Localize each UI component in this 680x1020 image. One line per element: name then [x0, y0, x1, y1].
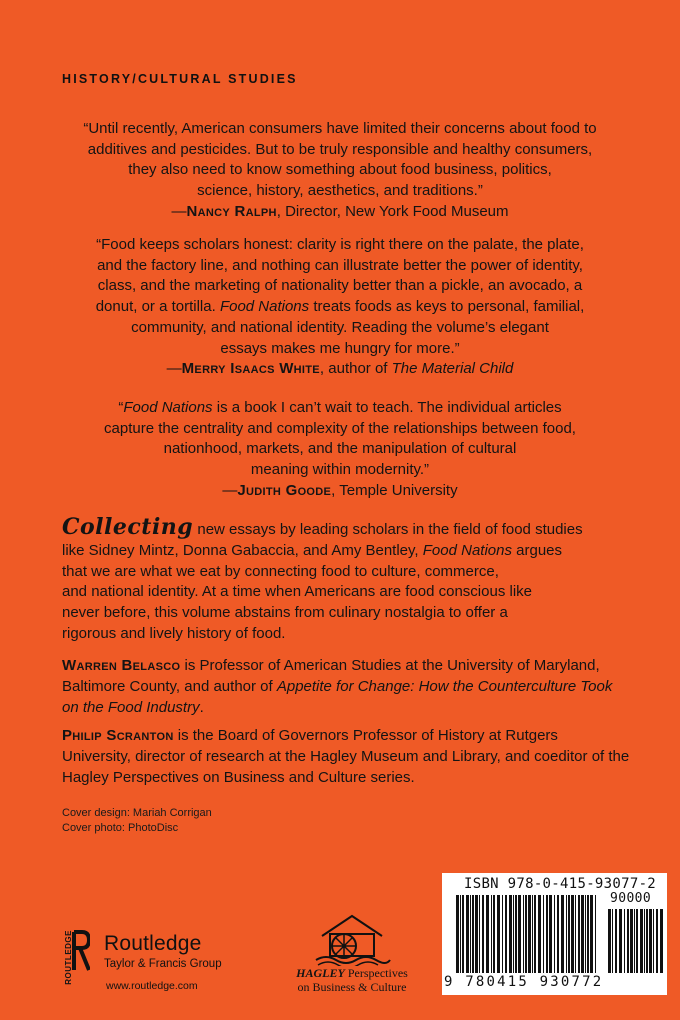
- quote-line: “Food keeps scholars honest: clarity is right there on the palate, the plate,: [96, 236, 584, 253]
- barcode-bar: [493, 895, 495, 973]
- barcode-bar: [479, 895, 480, 973]
- barcode-bar: [612, 909, 613, 973]
- barcode-bar: [534, 895, 536, 973]
- cover-design-credit: Cover design: Mariah Corrigan: [62, 807, 212, 819]
- cover-credits: [62, 806, 212, 836]
- barcode-bar: [646, 909, 648, 973]
- series-name: [272, 966, 432, 994]
- publisher-logo: [62, 922, 232, 992]
- isbn-text: ISBN 978-0-415-93077-2: [464, 876, 657, 892]
- cover-photo-credit: Cover photo: PhotoDisc: [62, 822, 179, 834]
- barcode-bar: [518, 895, 521, 973]
- description-line: never before, this volume abstains from culinary nostalgia to offer a: [62, 604, 508, 622]
- barcode-bar: [571, 895, 574, 973]
- quote-affiliation: , Director, New York Food Museum: [276, 202, 509, 220]
- barcode-bar: [608, 909, 611, 973]
- description-line: that we are what we eat by connecting food to culture, commerce,: [62, 562, 499, 580]
- barcode-bar: [509, 895, 512, 973]
- em-dash: —: [166, 360, 182, 378]
- barcode-bar: [581, 895, 584, 973]
- quote-attribution: [60, 359, 620, 380]
- barcode-bar: [627, 909, 629, 973]
- quote-text: donut, or a tortilla.: [95, 298, 220, 316]
- barcode-bar: [578, 895, 580, 973]
- barcode-bar: [482, 895, 484, 973]
- quote-attribution: [60, 202, 620, 223]
- description-line: and national identity. At a time when Americans are food conscious like: [62, 583, 532, 601]
- barcode-bar: [660, 909, 663, 973]
- quote-affiliation: , author of: [319, 360, 392, 378]
- barcode-bar: [554, 895, 555, 973]
- quote-author: Merry Isaacs White: [181, 360, 320, 378]
- barcode-bar: [505, 895, 507, 973]
- barcode-bar: [538, 895, 541, 973]
- barcode-bar: [561, 895, 564, 973]
- quote-line: additives and pesticides. But to be truly responsible and healthy consumers,: [87, 140, 593, 158]
- barcode-bar: [475, 895, 478, 973]
- script-drop-word: Collecting: [62, 514, 194, 540]
- barcode-bar: [595, 895, 596, 973]
- series-hagley: HAGLEY: [296, 966, 345, 980]
- description-line: [62, 514, 630, 541]
- publisher-group: Taylor & Francis Group: [104, 958, 222, 970]
- quote-affiliation: , Temple University: [331, 481, 458, 499]
- barcode-bar: [619, 909, 622, 973]
- routledge-vertical-wordmark: ROUTLEDGE: [64, 930, 73, 985]
- barcode-bar: [590, 895, 593, 973]
- category-label: HISTORY/CULTURAL STUDIES: [62, 72, 298, 86]
- barcode-bar: [528, 895, 531, 973]
- book-title: Appetite for Change: How the Counterculture Took on the Food Industry: [62, 677, 613, 716]
- author-bio-belasco: [62, 656, 630, 718]
- quote-line: class, and the marketing of nationality better than a pickle, an avocado, a: [97, 277, 583, 295]
- publisher-name: Routledge: [104, 932, 202, 955]
- barcode-bar: [587, 895, 589, 973]
- description-text: like Sidney Mintz, Donna Gabaccia, and Amy Bentley,: [62, 541, 423, 559]
- barcode-box: [442, 873, 667, 995]
- barcode-bar: [466, 895, 469, 973]
- bio-text: .: [199, 698, 204, 716]
- quote-line: “Until recently, American consumers have limited their concerns about food to: [83, 120, 597, 137]
- description-line: [62, 541, 630, 562]
- barcode-bar: [636, 909, 638, 973]
- ean-digits: 9 780415 930772: [444, 974, 604, 990]
- book-description: [62, 514, 630, 645]
- quote-line: capture the centrality and complexity of the relationships between food,: [104, 419, 576, 437]
- endorsement-quote-2: [60, 235, 620, 380]
- quote-line: nationhood, markets, and the manipulation of cultural: [163, 440, 517, 458]
- barcode-bar: [523, 895, 524, 973]
- quote-line: community, and national identity. Reading the volume’s elegant: [131, 318, 549, 336]
- bio-name: Philip Scranton: [62, 727, 174, 744]
- barcode-bar: [624, 909, 625, 973]
- barcode-bar: [649, 909, 652, 973]
- quote-text: is a book I can’t wait to teach. The individual articles: [212, 399, 562, 416]
- bio-name: Warren Belasco: [62, 657, 181, 674]
- quote-line: and the factory line, and nothing can illustrate better the power of identity,: [97, 256, 583, 274]
- description-line: rigorous and lively history of food.: [62, 624, 286, 642]
- barcode-bar: [532, 895, 533, 973]
- barcode-bar: [456, 895, 459, 973]
- barcode-bar: [543, 895, 544, 973]
- book-title: Food Nations: [219, 298, 310, 316]
- barcode-bar: [566, 895, 567, 973]
- price-addon-digits: 90000: [610, 891, 652, 906]
- barcode-bar: [634, 909, 635, 973]
- quote-line: [60, 297, 620, 318]
- barcode-bar: [656, 909, 658, 973]
- barcode-bar: [502, 895, 503, 973]
- barcode-bar: [575, 895, 576, 973]
- bio-text: is Professor of American Studies at the University of Maryland, Baltimore County, and author of: [62, 657, 600, 695]
- barcode-bar: [515, 895, 517, 973]
- book-title: Food Nations: [422, 541, 512, 559]
- barcode-bar: [486, 895, 489, 973]
- description-text: new essays by leading scholars in the field of food studies: [193, 521, 583, 538]
- description-text: argues: [511, 541, 563, 559]
- barcode-bar: [546, 895, 548, 973]
- barcode-bar: [644, 909, 645, 973]
- book-title: The Material Child: [391, 360, 514, 378]
- barcode-bar: [462, 895, 464, 973]
- quote-line: [60, 398, 620, 419]
- series-logo: [272, 908, 432, 998]
- quote-line: essays makes me hungry for more.”: [220, 339, 460, 357]
- barcode-bar: [653, 909, 654, 973]
- barcode-bar: [497, 895, 500, 973]
- barcode-bar: [525, 895, 527, 973]
- barcode-bar: [640, 909, 643, 973]
- quote-mark: “: [118, 399, 124, 416]
- endorsement-quote-1: [60, 119, 620, 223]
- em-dash: —: [222, 481, 238, 499]
- endorsement-quote-3: [60, 398, 620, 502]
- author-bio-scranton: [62, 726, 630, 788]
- quote-line: meaning within modernity.”: [250, 461, 430, 479]
- barcode-bar: [630, 909, 633, 973]
- bio-text: is the Board of Governors Professor of History at Rutgers University, director of research at the Hagley Museum and Library, and coeditor of the Hagley Perspectives on Business and Culture series.: [62, 727, 630, 786]
- quote-text: treats foods as keys to personal, familial,: [309, 298, 585, 316]
- hagley-mill-icon: [312, 908, 392, 966]
- barcode-bar: [491, 895, 492, 973]
- series-perspectives: Perspectives: [344, 966, 408, 980]
- publisher-url: www.routledge.com: [106, 980, 198, 992]
- barcode-bar: [472, 895, 474, 973]
- series-line: on Business & Culture: [297, 980, 407, 994]
- book-title: Food Nations: [123, 399, 213, 416]
- quote-line: science, history, aesthetics, and traditions.”: [197, 182, 483, 200]
- series-line: [272, 966, 432, 980]
- barcode-bar: [460, 895, 461, 973]
- quote-attribution: [60, 481, 620, 502]
- barcode-bar: [513, 895, 514, 973]
- em-dash: —: [171, 202, 187, 220]
- quote-author: Judith Goode: [237, 481, 332, 499]
- barcode-bar: [549, 895, 552, 973]
- quote-author: Nancy Ralph: [186, 202, 277, 220]
- barcode-bar: [585, 895, 586, 973]
- barcode-bar: [615, 909, 617, 973]
- quote-line: they also need to know something about food business, politics,: [128, 161, 552, 179]
- barcode-bar: [557, 895, 559, 973]
- barcode-bar: [568, 895, 570, 973]
- barcode-bar: [470, 895, 471, 973]
